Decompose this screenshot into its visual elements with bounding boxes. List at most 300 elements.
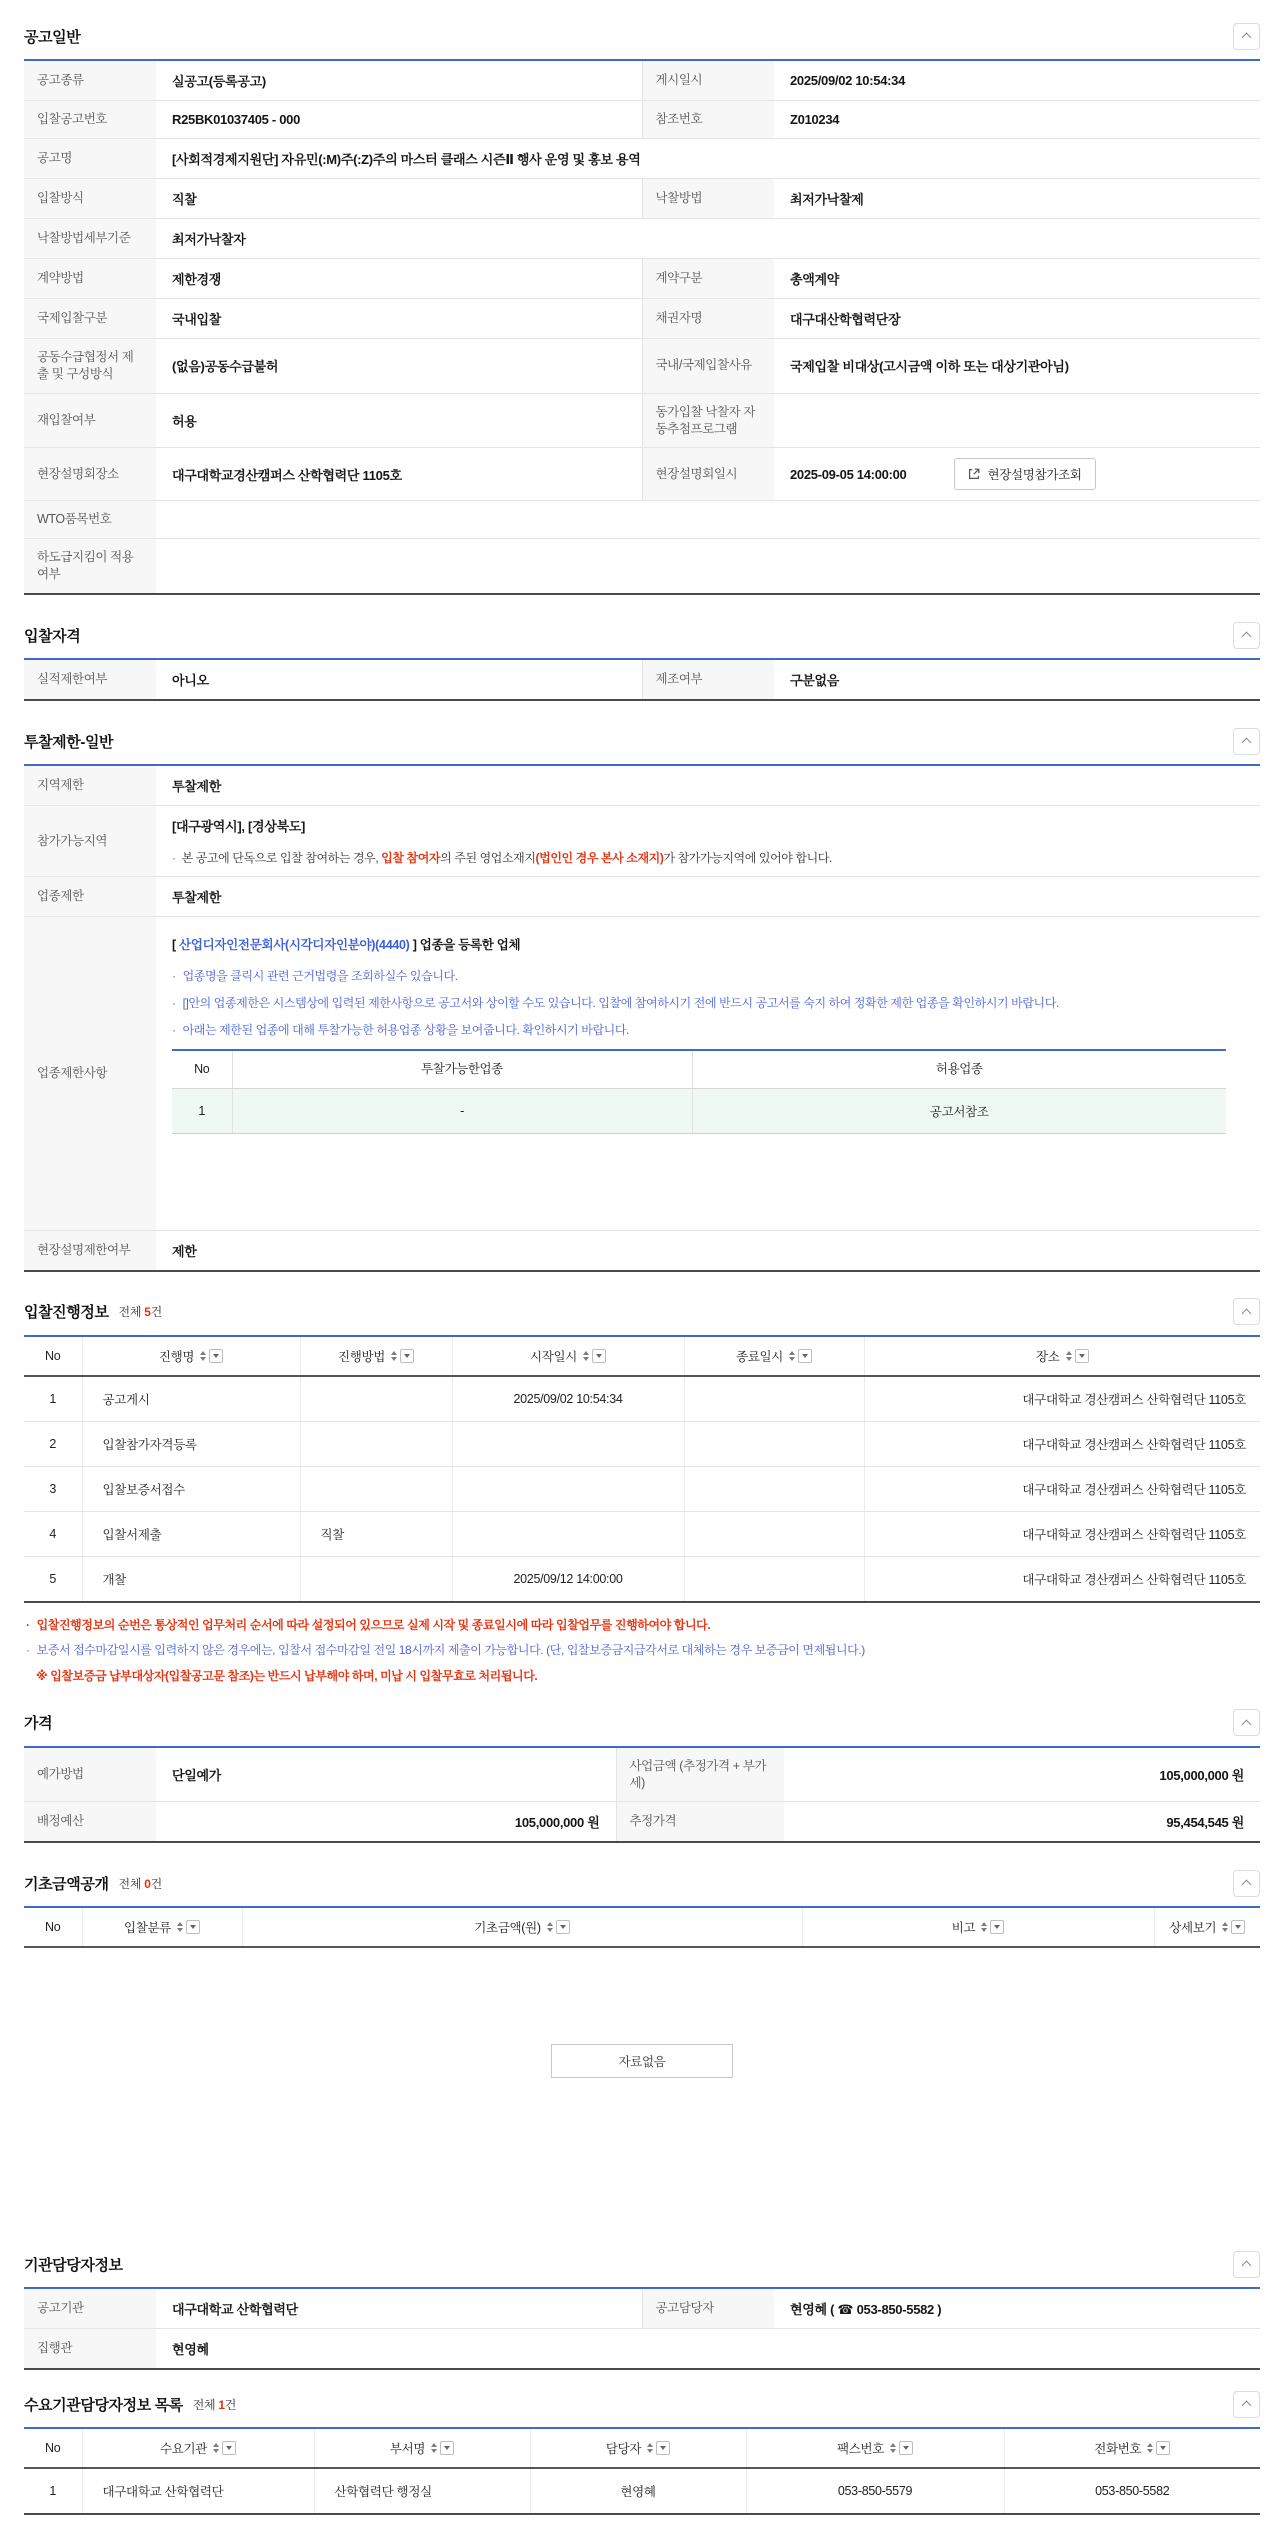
field-value: 허용 (156, 393, 642, 448)
column-header: No (172, 1050, 232, 1088)
field-value: 구분없음 (774, 659, 1260, 700)
field-label: 공고기관 (24, 2288, 156, 2329)
field-label: WTO품목번호 (24, 501, 156, 539)
cell-biddable-industry: - (232, 1088, 692, 1133)
chevron-up-icon (1242, 1719, 1252, 1729)
collapse-button-restriction[interactable] (1233, 728, 1260, 755)
collapse-button-base-amount[interactable] (1233, 1870, 1260, 1897)
estimated-price-value: 95,454,545 원 (784, 1802, 1260, 1843)
bullet: · (26, 1617, 30, 1632)
site-meeting-datetime: 2025-09-05 14:00:00 (790, 466, 907, 482)
sort-arrows-icon[interactable] (177, 1922, 183, 1932)
column-header-sortable (802, 1907, 1154, 1947)
sort-arrows-icon[interactable] (213, 2443, 219, 2453)
external-link-icon (968, 468, 980, 480)
field-label: 공동수급협정서 제출 및 구성방식 (24, 338, 156, 393)
column-header-sortable (300, 1336, 452, 1376)
sort-arrows-icon[interactable] (547, 1922, 553, 1932)
cell-start: 2025/09/02 10:54:34 (452, 1376, 684, 1422)
base-amount-empty-area (24, 1948, 1260, 2158)
field-value: 제한 (156, 1230, 1260, 1271)
sort-arrows-icon[interactable] (981, 1922, 987, 1932)
note-text: 의 주된 영업소재지 (440, 851, 536, 865)
field-label: 재입찰여부 (24, 393, 156, 448)
field-label: 추정가격 (616, 1802, 784, 1843)
cell-place: 대구대학교 경산캠퍼스 산학협력단 1105호 (864, 1421, 1260, 1466)
filter-dropdown-icon[interactable] (899, 2441, 913, 2455)
filter-dropdown-icon[interactable] (186, 1920, 200, 1934)
field-label: 배정예산 (24, 1802, 156, 1843)
bullet: · (172, 969, 176, 983)
note-text-red: (법인인 경우 본사 소재지) (535, 851, 664, 865)
allowed-regions: [대구광역시], [경상북도] (172, 819, 306, 834)
column-header-sortable (684, 1336, 864, 1376)
column-header: 허용업종 (692, 1050, 1226, 1088)
filter-dropdown-icon[interactable] (1075, 1349, 1089, 1363)
section-restriction (24, 727, 1260, 1272)
collapse-button-qualification[interactable] (1233, 622, 1260, 649)
progress-note-red (26, 1616, 1258, 1635)
column-label: 진행방법 (337, 1349, 386, 1364)
filter-dropdown-icon[interactable] (592, 1349, 606, 1363)
note-text: 입찰진행정보의 순번은 통상적인 업무처리 순서에 따라 설정되어 있으므로 실제 시작 및 종료일시에 따라 입찰업무를 진행하여야 합니다. (36, 1617, 711, 1632)
collapse-button-price[interactable] (1233, 1709, 1260, 1736)
filter-dropdown-icon[interactable] (556, 1920, 570, 1934)
column-header-sortable (452, 1336, 684, 1376)
note-text: 업종명을 클릭시 관련 근거법령을 조회하실수 있습니다. (182, 969, 458, 983)
qualification-table (24, 658, 1260, 701)
field-value: 단일예가 (156, 1747, 616, 1802)
region-note (172, 849, 1244, 866)
sort-arrows-icon[interactable] (789, 1351, 795, 1361)
base-amount-table (24, 1906, 1260, 1948)
field-value: 2025/09/02 10:54:34 (774, 60, 1260, 101)
cell-step-name: 개찰 (82, 1556, 300, 1602)
sort-arrows-icon[interactable] (1222, 1922, 1228, 1932)
field-value: 국내입찰 (156, 298, 642, 338)
bracket: [ (172, 938, 180, 952)
field-label: 공고종류 (24, 60, 156, 101)
cell-end (684, 1466, 864, 1511)
cell-no: 1 (24, 1376, 82, 1422)
cell-no: 5 (24, 1556, 82, 1602)
progress-note-red2: ※ 입찰보증금 납부대상자(입찰공고문 참조)는 반드시 납부해야 하며, 미납 시 입찰무효로 처리됩니다. (36, 1669, 538, 1684)
budget-value: 105,000,000 원 (156, 1802, 616, 1843)
count-prefix: 전체 (118, 1305, 142, 1320)
collapse-button-progress[interactable] (1233, 1298, 1260, 1325)
table-row (24, 1556, 1260, 1602)
table-row (24, 765, 1260, 806)
section-demand-contacts (24, 2390, 1260, 2515)
industry-note (172, 1021, 1240, 1039)
field-value (774, 393, 1260, 448)
cell-no: 1 (24, 2468, 82, 2514)
demand-contacts-table (24, 2427, 1260, 2515)
field-label: 입찰공고번호 (24, 101, 156, 139)
cell-end (684, 1421, 864, 1466)
sort-arrows-icon[interactable] (1066, 1351, 1072, 1361)
bullet: · (172, 1023, 176, 1037)
note-text-red: 입찰 참여자 (381, 851, 441, 865)
table-row (24, 258, 1260, 298)
table-row (24, 917, 1260, 1231)
field-label: 집행관 (24, 2329, 156, 2370)
field-label: 실적제한여부 (24, 659, 156, 700)
table-row (24, 60, 1260, 101)
column-label: 상세보기 (1169, 1921, 1217, 1936)
sort-arrows-icon[interactable] (1147, 2443, 1153, 2453)
field-value: Z010234 (774, 101, 1260, 139)
cell-end (684, 1511, 864, 1556)
filter-dropdown-icon[interactable] (798, 1349, 812, 1363)
field-label: 지역제한 (24, 765, 156, 806)
cell-place: 대구대학교 경산캠퍼스 산학협력단 1105호 (864, 1466, 1260, 1511)
cell-start: 2025/09/12 14:00:00 (452, 1556, 684, 1602)
chevron-up-icon (1242, 1308, 1252, 1318)
field-label: 낙찰방법세부기준 (24, 218, 156, 258)
filter-dropdown-icon[interactable] (1231, 1920, 1245, 1934)
count-suffix: 건 (224, 2397, 237, 2412)
note-text: 본 공고에 단독으로 입찰 참여하는 경우, (181, 851, 382, 865)
column-header-sortable (82, 1907, 242, 1947)
cell-place: 대구대학교 경산캠퍼스 산학협력단 1105호 (864, 1376, 1260, 1422)
table-header-row (24, 2428, 1260, 2468)
table-row (24, 539, 1260, 594)
progress-notes (24, 1603, 1260, 1695)
section-org-contact-header (24, 2250, 1260, 2278)
column-header-sortable (864, 1336, 1260, 1376)
table-row (24, 1802, 1260, 1843)
column-header-sortable (82, 2428, 314, 2468)
field-value: 제한경쟁 (156, 258, 642, 298)
table-row (24, 101, 1260, 139)
note-text: 보증서 접수마감일시를 입력하지 않은 경우에는, 입찰서 접수마감일 전일 18시까지 제출이 가능합니다. (단, 입찰보증금지급각서로 대체하는 경우 보증금이 면제됩니다.) (36, 1643, 865, 1658)
section-progress (24, 1298, 1260, 1695)
field-label: 사업금액 (추정가격 + 부가세) (616, 1747, 784, 1802)
column-label: 비고 (951, 1921, 976, 1936)
field-value (774, 448, 1260, 501)
column-label: 전화번호 (1094, 2442, 1142, 2457)
column-header: 투찰가능한업종 (232, 1050, 692, 1088)
table-row (24, 1466, 1260, 1511)
cell-no: 3 (24, 1466, 82, 1511)
field-label: 공고명 (24, 138, 156, 178)
section-title: 가격 (24, 1715, 53, 1733)
field-value: (없음)공동수급불허 (156, 338, 642, 393)
count-prefix: 전체 (192, 2397, 216, 2412)
column-header-sortable (242, 1907, 802, 1947)
column-header: No (24, 2428, 82, 2468)
field-label: 업종제한사항 (24, 917, 156, 1231)
filter-dropdown-icon[interactable] (222, 2441, 236, 2455)
cell-step-name: 입찰참가자격등록 (82, 1421, 300, 1466)
field-label: 하도급지킴이 적용여부 (24, 539, 156, 594)
column-header-sortable (530, 2428, 746, 2468)
industry-restriction-detail (156, 917, 1260, 1231)
section-org-contact (24, 2250, 1260, 2370)
industry-code-link[interactable]: 산업디자인전문회사(시각디자인분야)(4440) (179, 938, 410, 952)
table-row (24, 138, 1260, 178)
site-meeting-lookup-button[interactable] (954, 458, 1095, 490)
field-label: 공고담당자 (642, 2288, 774, 2329)
site-meeting-lookup-label: 현장설명참가조회 (987, 468, 1082, 483)
collapse-button-org-contact[interactable] (1233, 2251, 1260, 2278)
cell-start (452, 1421, 684, 1466)
section-demand-contacts-header (24, 2390, 1260, 2418)
table-row (24, 877, 1260, 917)
spacer (172, 1134, 1240, 1220)
count-number: 5 (144, 1305, 151, 1320)
column-header: No (24, 1336, 82, 1376)
field-value: 국제입찰 비대상(고시금액 이하 또는 대상기관아님) (774, 338, 1260, 393)
bullet: · (26, 1643, 30, 1658)
sort-arrows-icon[interactable] (647, 2443, 653, 2453)
chevron-up-icon (1242, 2261, 1252, 2271)
business-amount-value: 105,000,000 원 (784, 1747, 1260, 1802)
table-row (24, 2288, 1260, 2329)
note-text: []안의 업종제한은 시스템상에 입력된 제한사항으로 공고서와 상이할 수도 있습니다. 입찰에 참여하시기 전에 반드시 공고서를 숙지 하여 정확한 제한 업종을 확인하시기 바랍니다. (182, 996, 1059, 1010)
table-row (24, 2329, 1260, 2370)
table-row (24, 659, 1260, 700)
section-title: 투찰제한-일반 (24, 733, 114, 751)
industry-note (172, 994, 1240, 1012)
section-progress-header (24, 1298, 1260, 1326)
allowed-industry-table (172, 1049, 1226, 1134)
field-value: 대구대학교 산학협력단 (156, 2288, 642, 2329)
field-label: 제조여부 (642, 659, 774, 700)
chevron-up-icon (1242, 738, 1252, 748)
section-title: 수요기관담당자정보 목록 (24, 2396, 183, 2414)
table-row (24, 1376, 1260, 1422)
collapse-button-general[interactable] (1233, 23, 1260, 50)
table-row (24, 1421, 1260, 1466)
total-count-badge (193, 2396, 236, 2413)
cell-end (684, 1376, 864, 1422)
bullet: · (172, 996, 176, 1010)
total-count-badge (119, 1875, 162, 1892)
field-label: 참가가능지역 (24, 806, 156, 877)
page-title: 공고일반 (24, 28, 81, 46)
table-row (24, 501, 1260, 539)
chevron-up-icon (1242, 33, 1252, 43)
filter-dropdown-icon[interactable] (440, 2441, 454, 2455)
column-label: 진행명 (158, 1349, 195, 1364)
field-value: 최저가낙찰자 (156, 218, 1260, 258)
field-value: 현영혜 (156, 2329, 1260, 2370)
field-label: 현장설명제한여부 (24, 1230, 156, 1271)
count-number: 1 (218, 2397, 225, 2412)
progress-note-blue (26, 1641, 1258, 1660)
column-label: 부서명 (389, 2442, 426, 2457)
count-suffix: 건 (150, 1876, 162, 1891)
field-value: 투찰제한 (156, 765, 1260, 806)
cell-start (452, 1466, 684, 1511)
field-label: 업종제한 (24, 877, 156, 917)
section-title: 입찰자격 (24, 627, 81, 645)
count-suffix: 건 (150, 1305, 162, 1320)
column-label: 시작일시 (529, 1349, 578, 1364)
field-label: 국내/국제입찰사유 (642, 338, 774, 393)
field-label: 동가입찰 낙찰자 자동추첨프로그램 (642, 393, 774, 448)
field-label: 계약구분 (642, 258, 774, 298)
field-value: 최저가낙찰제 (774, 178, 1260, 218)
no-data-placeholder: 자료없음 (551, 2044, 733, 2078)
field-label: 현장설명회장소 (24, 448, 156, 501)
table-header-row (24, 1336, 1260, 1376)
industry-note (172, 967, 1240, 985)
table-row (24, 298, 1260, 338)
cell-start (452, 1511, 684, 1556)
notice-manager-value: 현영혜 ( ☎ 053-850-5582 ) (774, 2288, 1260, 2329)
cell-place: 대구대학교 경산캠퍼스 산학협력단 1105호 (864, 1556, 1260, 1602)
cell-dept: 산학협력단 행정실 (314, 2468, 530, 2514)
column-label: 수요기관 (159, 2442, 208, 2457)
field-label: 게시일시 (642, 60, 774, 101)
cell-no: 2 (24, 1421, 82, 1466)
sort-arrows-icon[interactable] (583, 1351, 589, 1361)
table-row (24, 806, 1260, 877)
note-text: 가 참가가능지역에 있어야 합니다. (663, 851, 832, 865)
chevron-up-icon (1242, 2401, 1252, 2411)
table-row (172, 1088, 1226, 1133)
field-label: 계약방법 (24, 258, 156, 298)
section-general-header (24, 22, 1260, 50)
cell-tel: 053-850-5582 (1004, 2468, 1260, 2514)
column-label: 장소 (1035, 1349, 1060, 1364)
registered-industry-suffix: 업종을 등록한 업체 (419, 938, 521, 952)
field-value: 총액계약 (774, 258, 1260, 298)
notice-title-value: [사회적경제지원단] 자유민(:M)주(:Z)주의 마스터 클래스 시즌Ⅱ 행사 운영 및 홍보 용역 (156, 138, 1260, 178)
filter-dropdown-icon[interactable] (400, 1349, 414, 1363)
table-row (24, 338, 1260, 393)
column-label: 입찰분류 (123, 1921, 172, 1936)
field-value: 대구대산학협력단장 (774, 298, 1260, 338)
section-title: 기초금액공개 (24, 1875, 109, 1893)
count-number: 0 (144, 1876, 151, 1891)
field-label: 참조번호 (642, 101, 774, 139)
field-value: 투찰제한 (156, 877, 1260, 917)
column-header-sortable (1004, 2428, 1260, 2468)
field-value (156, 539, 1260, 594)
field-label: 낙찰방법 (642, 178, 774, 218)
bullet: · (172, 851, 176, 865)
section-price-header (24, 1709, 1260, 1737)
field-label: 국제입찰구분 (24, 298, 156, 338)
column-label: 기초금액(원) (474, 1921, 541, 1936)
column-header-sortable (314, 2428, 530, 2468)
column-header-sortable (1154, 1907, 1260, 1947)
cell-method (300, 1466, 452, 1511)
field-label: 예가방법 (24, 1747, 156, 1802)
field-value: 실공고(등록공고) (156, 60, 642, 101)
cell-no: 1 (172, 1088, 232, 1133)
cell-method (300, 1376, 452, 1422)
total-count-badge (119, 1303, 162, 1320)
cell-end (684, 1556, 864, 1602)
cell-step-name: 입찰보증서접수 (82, 1466, 300, 1511)
price-table (24, 1746, 1260, 1844)
column-label: 종료일시 (735, 1349, 784, 1364)
cell-no: 4 (24, 1511, 82, 1556)
cell-fax: 053-850-5579 (746, 2468, 1004, 2514)
section-restriction-header (24, 727, 1260, 755)
filter-dropdown-icon[interactable] (209, 1349, 223, 1363)
registered-industry-line (172, 935, 1240, 953)
column-header-sortable (82, 1336, 300, 1376)
field-label: 입찰방식 (24, 178, 156, 218)
cell-person: 현영혜 (530, 2468, 746, 2514)
section-qualification-header (24, 621, 1260, 649)
table-row (24, 393, 1260, 448)
field-value (156, 806, 1260, 877)
table-row (24, 1230, 1260, 1271)
note-text: 아래는 제한된 업종에 대해 투찰가능한 허용업종 상황을 보여줍니다. 확인하시기 바랍니다. (182, 1023, 629, 1037)
collapse-button-demand-contacts[interactable] (1233, 2391, 1260, 2418)
cell-step-name: 입찰서제출 (82, 1511, 300, 1556)
filter-dropdown-icon[interactable] (990, 1920, 1004, 1934)
table-row (24, 218, 1260, 258)
restriction-table (24, 764, 1260, 1272)
cell-place: 대구대학교 경산캠퍼스 산학협력단 1105호 (864, 1511, 1260, 1556)
cell-method: 직찰 (300, 1511, 452, 1556)
general-info-table (24, 59, 1260, 595)
column-label: 팩스번호 (836, 2442, 885, 2457)
progress-table (24, 1335, 1260, 1603)
section-price (24, 1709, 1260, 1844)
sort-arrows-icon[interactable] (391, 1351, 397, 1361)
field-label: 채권자명 (642, 298, 774, 338)
sort-arrows-icon[interactable] (431, 2443, 437, 2453)
field-value: 직찰 (156, 178, 642, 218)
cell-demand-org: 대구대학교 산학협력단 (82, 2468, 314, 2514)
table-row (24, 1511, 1260, 1556)
section-general (24, 22, 1260, 595)
field-value (156, 501, 1260, 539)
chevron-up-icon (1242, 632, 1252, 642)
section-title: 입찰진행정보 (24, 1304, 109, 1322)
cell-method (300, 1421, 452, 1466)
filter-dropdown-icon[interactable] (656, 2441, 670, 2455)
field-value: 아니오 (156, 659, 642, 700)
table-header-row (172, 1050, 1226, 1088)
table-row (24, 1747, 1260, 1802)
field-value: R25BK01037405 - 000 (156, 101, 642, 139)
section-title: 기관담당자정보 (24, 2256, 123, 2274)
table-row (24, 178, 1260, 218)
column-header-sortable (746, 2428, 1004, 2468)
column-label: 담당자 (605, 2442, 642, 2457)
chevron-up-icon (1242, 1880, 1252, 1890)
section-base-amount-header (24, 1869, 1260, 1897)
bracket: ] (409, 938, 420, 952)
org-contact-table (24, 2287, 1260, 2370)
cell-step-name: 공고게시 (82, 1376, 300, 1422)
field-label: 현장설명회일시 (642, 448, 774, 501)
sort-arrows-icon[interactable] (200, 1351, 206, 1361)
field-value: 대구대학교경산캠퍼스 산학협력단 1105호 (156, 448, 642, 501)
cell-method (300, 1556, 452, 1602)
table-row (24, 448, 1260, 501)
count-prefix: 전체 (118, 1876, 142, 1891)
column-header: No (24, 1907, 82, 1947)
section-base-amount (24, 1869, 1260, 2158)
table-header-row (24, 1907, 1260, 1947)
section-qualification (24, 621, 1260, 701)
sort-arrows-icon[interactable] (890, 2443, 896, 2453)
filter-dropdown-icon[interactable] (1156, 2441, 1170, 2455)
table-row (24, 2468, 1260, 2514)
cell-allowed-industry: 공고서참조 (692, 1088, 1226, 1133)
